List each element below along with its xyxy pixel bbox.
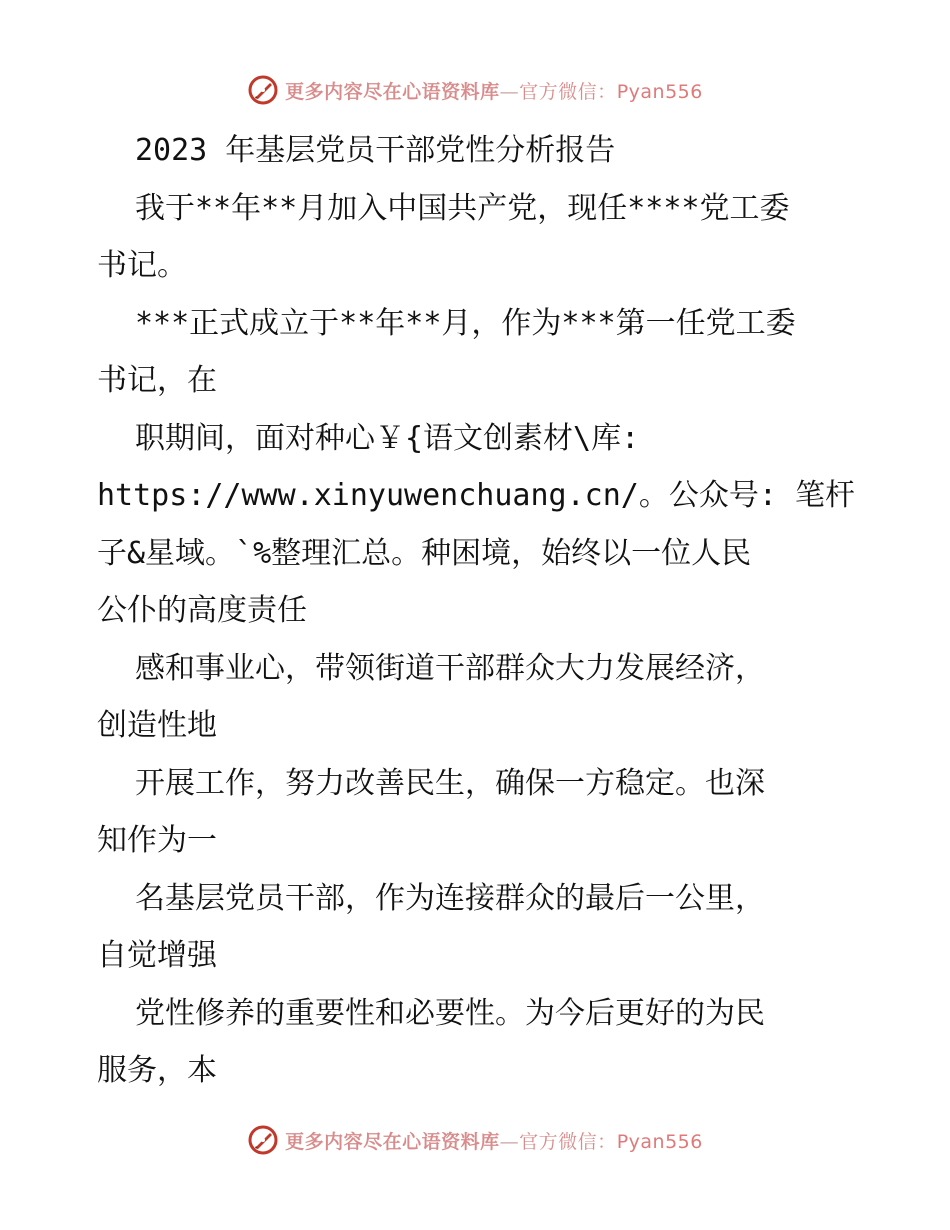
header-banner-text (285, 77, 703, 104)
paragraph-line: 党性修养的重要性和必要性。为今后更好的为民 (135, 995, 765, 1031)
paragraph-line: 名基层党员干部，作为连接群众的最后一公里， (135, 880, 765, 916)
paragraph-line: 公仆的高度责任 (97, 593, 307, 628)
paragraph-line: 感和事业心，带领街道干部群众大力发展经济， (135, 650, 765, 686)
footer-banner-official: 官方微信： (519, 1130, 617, 1153)
footer-banner-brand: 更多内容尽在心语资料库 (285, 1130, 500, 1153)
header-banner (0, 70, 950, 110)
paragraph-line: 子&星域。`%整理汇总。种困境，始终以一位人民 (97, 535, 752, 571)
document-title: 2023 年基层党员干部党性分析报告 (135, 133, 616, 168)
header-banner-official: 官方微信： (519, 80, 617, 103)
quill-pen-logo-icon (247, 74, 279, 106)
paragraph-line: 知作为一 (97, 823, 217, 858)
paragraph-line: 我于**年**月加入中国共产党，现任****党工委 (135, 190, 790, 226)
footer-banner-text (285, 1127, 703, 1154)
footer-banner (0, 1120, 950, 1160)
header-banner-brand: 更多内容尽在心语资料库 (285, 80, 500, 103)
paragraph-line: 书记。 (97, 248, 187, 283)
header-banner-id: Pyan556 (616, 80, 703, 103)
footer-banner-dash: — (499, 1130, 520, 1153)
paragraph-line: 职期间，面对种心￥{语文创素材\库: (135, 420, 640, 456)
paragraph-line: ***正式成立于**年**月，作为***第一任党工委 (135, 305, 796, 341)
paragraph-line: 创造性地 (97, 708, 217, 743)
paragraph-line: 服务，本 (97, 1053, 217, 1088)
paragraph-line: 开展工作，努力改善民生，确保一方稳定。也深 (135, 765, 765, 801)
paragraph-line: https://www.xinyuwenchuang.cn/。公众号: 笔杆 (97, 478, 855, 513)
header-banner-dash: — (499, 80, 520, 103)
footer-banner-id: Pyan556 (616, 1130, 703, 1153)
document-body (97, 122, 857, 1100)
paragraph-line: 自觉增强 (97, 938, 217, 973)
paragraph-line: 书记，在 (97, 363, 217, 398)
quill-pen-logo-icon (247, 1124, 279, 1156)
